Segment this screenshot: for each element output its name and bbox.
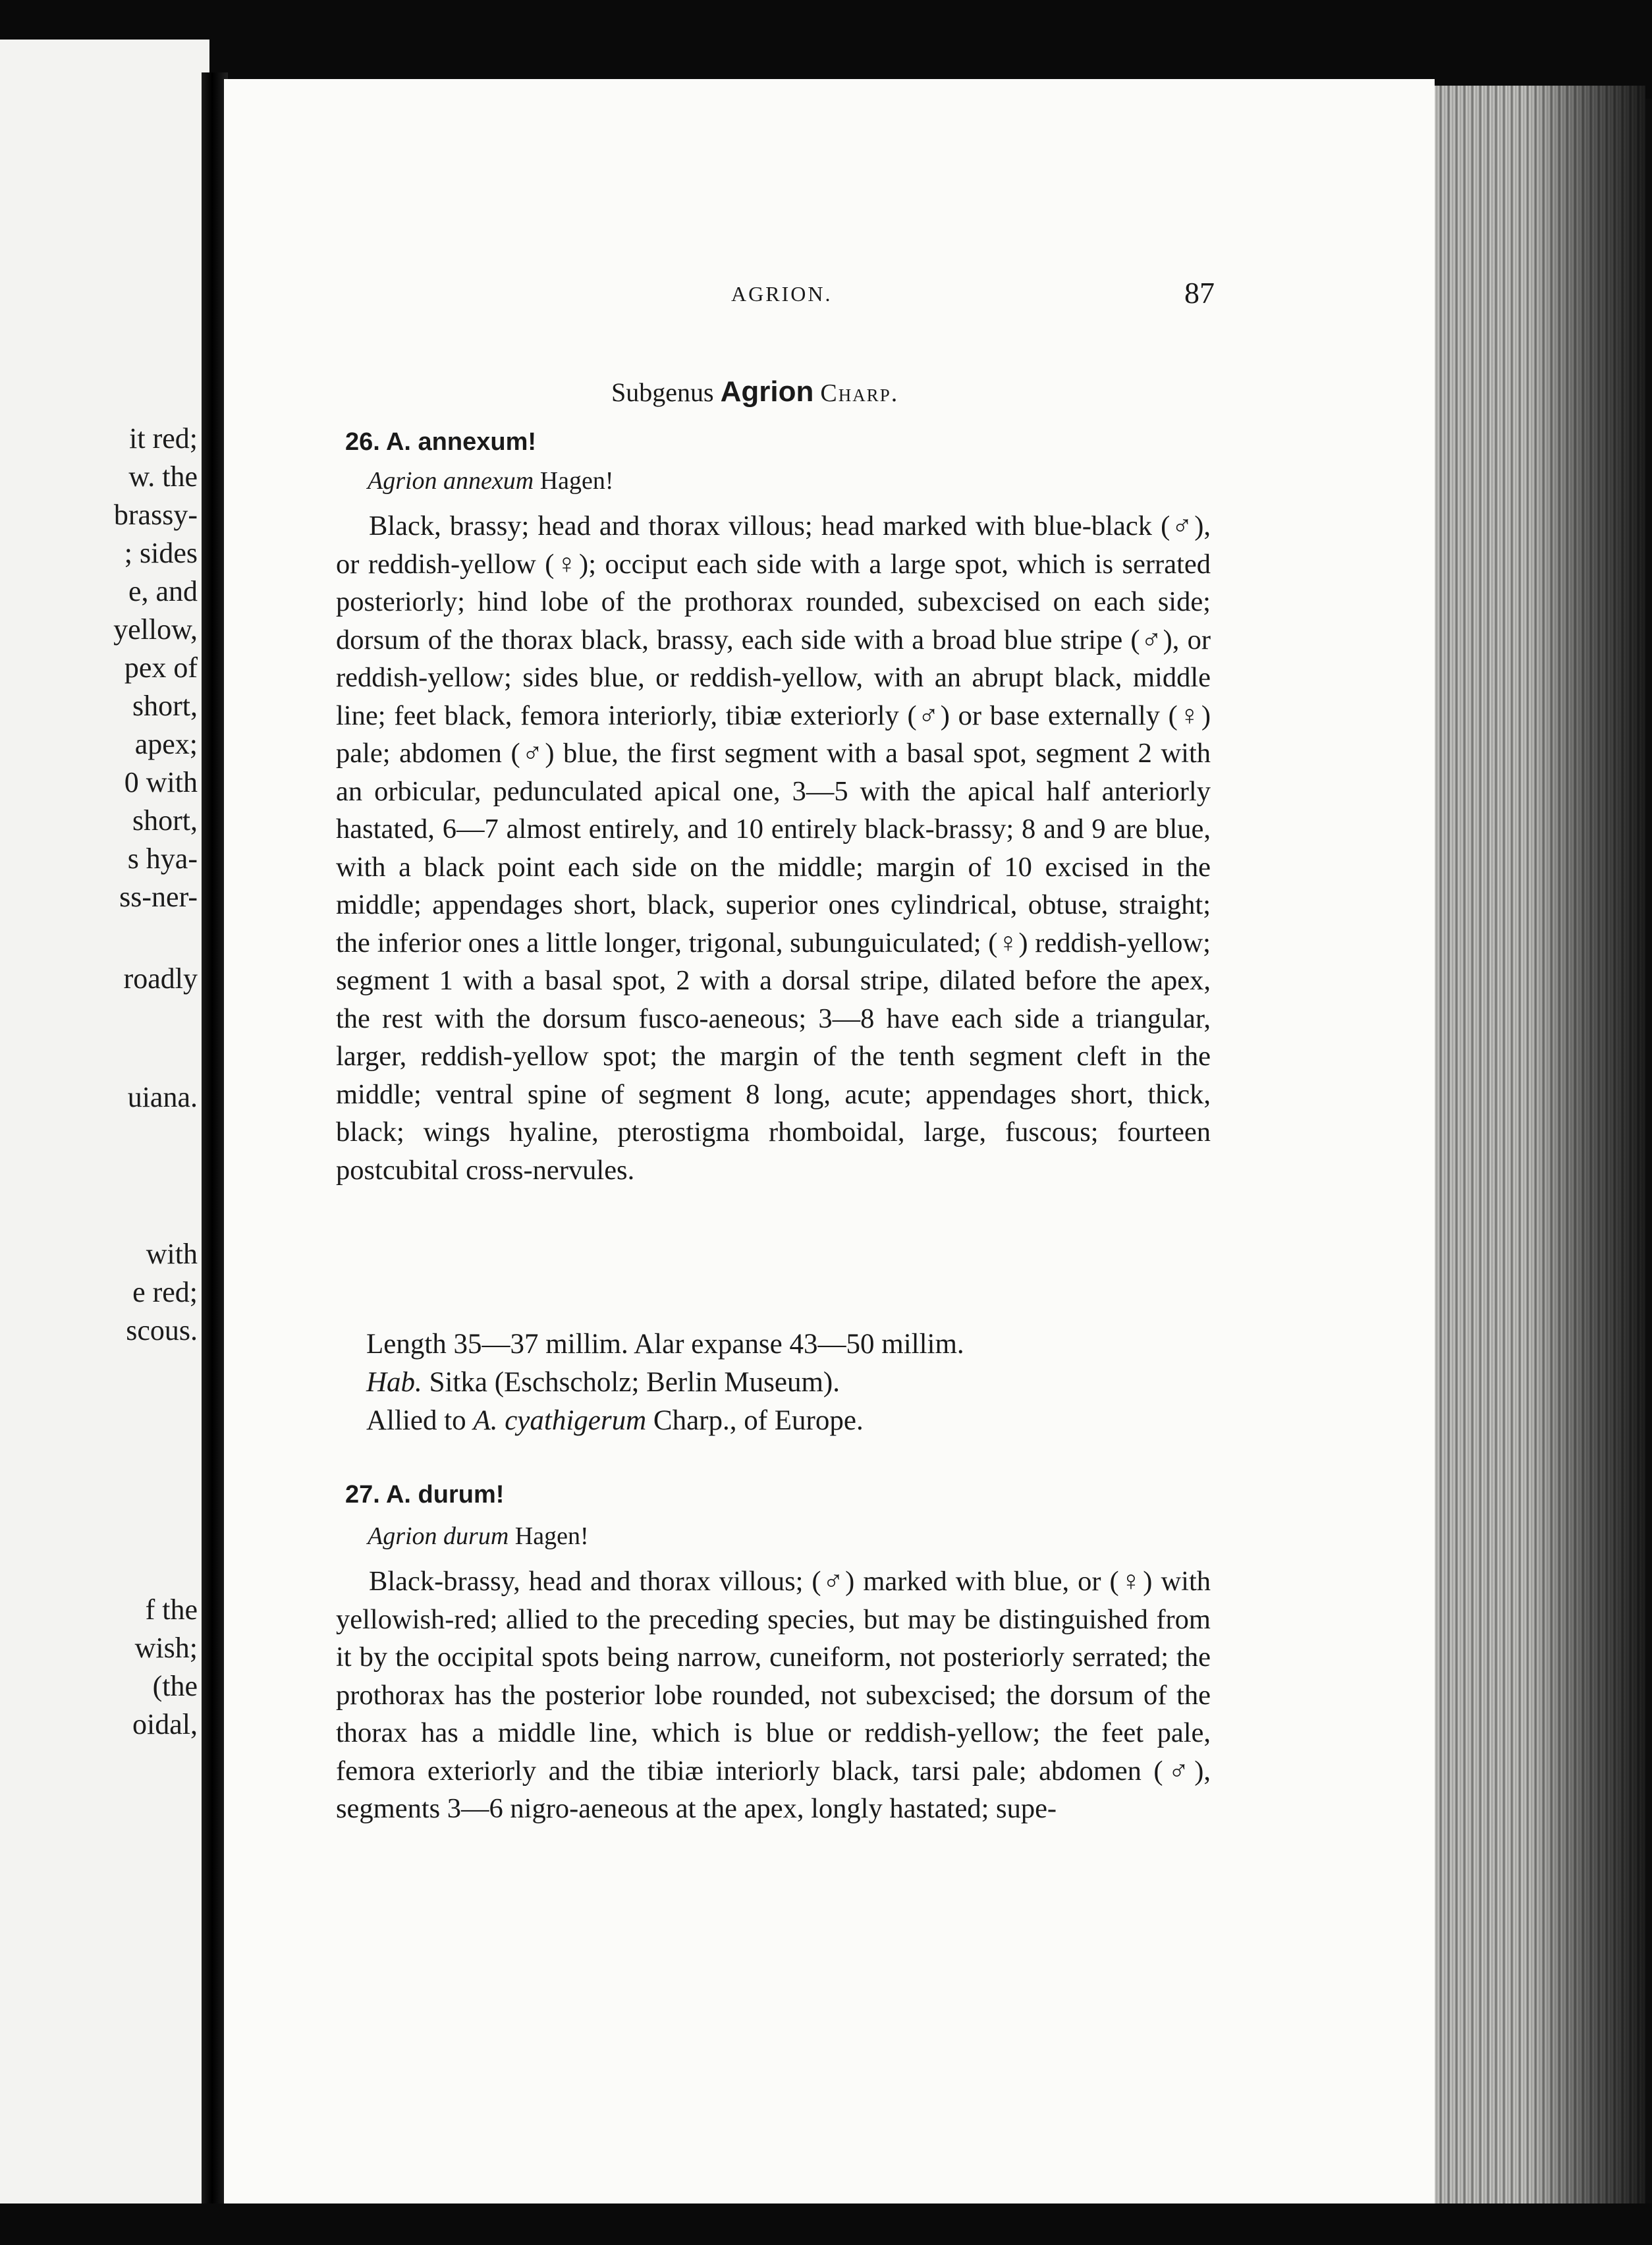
allied-prefix: Allied to <box>366 1405 474 1436</box>
left-page-line: s hya- <box>127 843 198 875</box>
synonym-author: Hagen! <box>509 1522 589 1550</box>
left-page-fragment <box>0 40 209 2220</box>
allied-species: A. cyathigerum <box>473 1405 647 1436</box>
page-number: 87 <box>1184 276 1215 310</box>
entry-habitat <box>366 1366 840 1399</box>
left-page-line: (the <box>152 1670 198 1702</box>
running-head: AGRION. <box>731 282 833 306</box>
left-page-line: ; sides <box>124 537 198 569</box>
left-page-line: w. the <box>128 460 198 493</box>
left-page-line: short, <box>132 804 198 837</box>
entry-heading: 27. A. durum! <box>345 1481 505 1509</box>
entry-measurements: Length 35—37 millim. Alar expanse 43—50 millim. <box>366 1329 964 1360</box>
subgenus-author: Charp. <box>820 379 899 407</box>
page-edges <box>1435 86 1645 2213</box>
left-page-line: with <box>146 1238 198 1270</box>
entry-allied <box>366 1404 864 1437</box>
left-page-line: uiana. <box>127 1081 198 1113</box>
entry-description: Black, brassy; head and thorax villous; head marked with blue-black (♂), or reddish-yellow (♀); occiput each side with a large spot, which is serrated posteriorly; hind lobe of the prothorax rounded, subexcised on each side; dorsum of the thorax black, brassy, each side with a broad blue stripe (♂), or reddish-yellow; sides blue, or reddish-yellow, with an abrupt black, middle line; feet black, femora interiorly, tibiæ exteriorly (♂) or base externally (♀) pale; abdomen (♂) blue, the first segment with a basal spot, segment 2 with an orbicular, pedunculated apical one, 3—5 with the apical half anteriorly hastated, 6—7 almost entirely, and 10 entirely black-brassy; 8 and 9 are blue, with a black point each side on the middle; margin of 10 excised in the middle; appendages short, black, superior ones cylindrical, obtuse, straight; the inferior ones a little longer, trigonal, subunguiculated; (♀) reddish-yellow; segment 1 with a basal spot, 2 with a dorsal stripe, dilated before the apex, the rest with the dorsum fusco-aeneous; 3—8 have each side a triangular, larger, reddish-yellow spot; the margin of the tenth segment cleft in the middle; ventral spine of segment 8 long, acute; appendages short, thick, black; wings hyaline, pterostigma rhomboidal, large, fuscous; fourteen postcubital cross-nervules. <box>336 511 1211 1186</box>
entry-description: Black-brassy, head and thorax villous; (♂) marked with blue, or (♀) with yellowish-red; allied to the preceding species, but may be distinguished from it by the occipital spots being narrow, cuneiform, not posteriorly serrated; the prothorax has the posterior lobe rounded, not subexcised; the dorsum of the thorax has a middle line, which is blue or reddish-yellow; the feet pale, femora exteriorly and the tibiæ interiorly black, tarsi pale; abdomen (♂), segments 3—6 nigro-aeneous at the apex, longly hastated; supe- <box>336 1566 1211 1824</box>
subgenus-name: Agrion <box>720 375 814 408</box>
subgenus-heading <box>611 375 898 408</box>
left-page-line: e red; <box>132 1276 198 1308</box>
allied-suffix: Charp., of Europe. <box>646 1405 864 1436</box>
entry-synonym <box>368 1522 589 1551</box>
left-page-line: f the <box>145 1594 198 1626</box>
subgenus-prefix: Subgenus <box>611 377 714 407</box>
left-page-line: ss-ner- <box>119 881 198 913</box>
left-page-line: pex of <box>124 651 198 684</box>
synonym-name: Agrion durum <box>368 1522 509 1550</box>
left-page-line: oidal, <box>132 1708 198 1740</box>
left-page-line: e, and <box>128 575 198 607</box>
entry-synonym <box>368 466 614 495</box>
left-page-line: brassy- <box>113 499 198 531</box>
habitat-label: Hab. <box>366 1367 422 1398</box>
left-page-line: apex; <box>134 728 198 760</box>
left-page-line: short, <box>132 690 198 722</box>
left-page-line: scous. <box>126 1314 198 1346</box>
left-page-line: wish; <box>134 1632 198 1664</box>
left-page-line: yellow, <box>113 613 198 646</box>
synonym-name: Agrion annexum <box>368 467 534 495</box>
left-page-line: 0 with <box>124 766 198 798</box>
scan-bottom-border <box>0 2203 1652 2245</box>
entry-heading: 26. A. annexum! <box>345 428 537 456</box>
synonym-author: Hagen! <box>534 467 614 495</box>
habitat-text: Sitka (Eschscholz; Berlin Museum). <box>422 1367 840 1398</box>
left-page-line: it red; <box>129 422 198 455</box>
left-page-line: roadly <box>123 962 198 995</box>
